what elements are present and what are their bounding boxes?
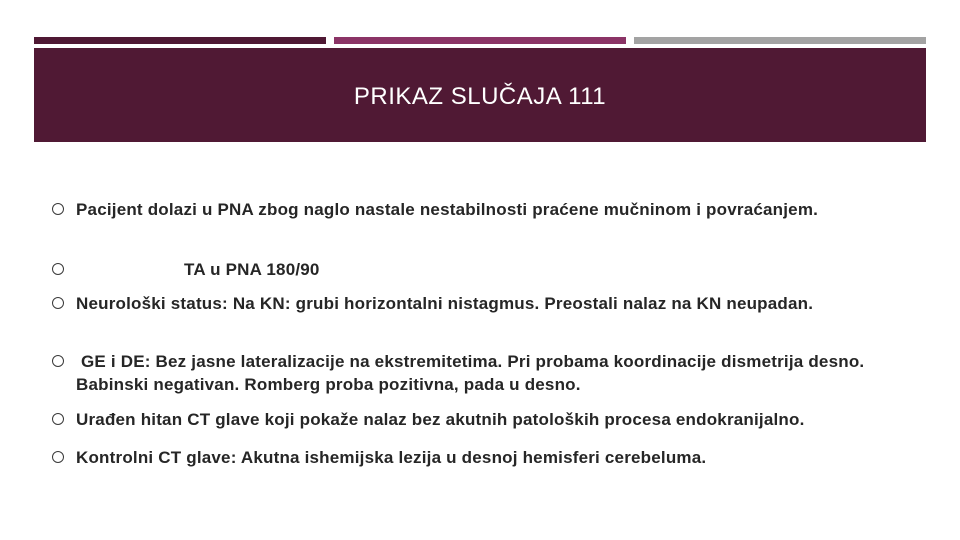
circle-bullet-icon — [52, 451, 64, 463]
bullet-item — [52, 408, 932, 431]
accent-bar-magenta — [334, 37, 626, 44]
circle-bullet-icon — [52, 297, 64, 309]
circle-bullet-icon — [52, 413, 64, 425]
slide-title: PRIKAZ SLUČAJA 111 — [353, 83, 607, 110]
bullet-text: Kontrolni CT glave: Akutna ishemijska lezija u desnoj hemisferi cerebeluma. — [76, 448, 707, 467]
bullet-item — [52, 446, 932, 469]
bullet-text: Neurološki status: Na KN: grubi horizontalni nistagmus. Preostali nalaz na KN neupadan. — [76, 294, 814, 313]
title-band — [34, 48, 926, 142]
bullet-item — [52, 258, 932, 281]
bullet-item — [52, 198, 932, 221]
bullet-text: Urađen hitan CT glave koji pokaže nalaz bez akutnih patoloških procesa endokranijalno. — [76, 410, 805, 429]
circle-bullet-icon — [52, 355, 64, 367]
bullet-text: Pacijent dolazi u PNA zbog naglo nastale nestabilnosti praćene mučninom i povraćanjem. — [76, 200, 819, 219]
circle-bullet-icon — [52, 263, 64, 275]
bullet-text: TA u PNA 180/90 — [184, 260, 320, 279]
bullet-item — [52, 350, 932, 396]
bullet-item — [52, 292, 932, 315]
accent-bar-gray — [634, 37, 926, 44]
bullet-text: GE i DE: Bez jasne lateralizacije na ekstremitetima. Pri probama koordinacije dismetrija desno. Babinski negativan. Romberg proba pozitivna, pada u desno. — [76, 352, 865, 394]
accent-bar-dark — [34, 37, 326, 44]
circle-bullet-icon — [52, 203, 64, 215]
